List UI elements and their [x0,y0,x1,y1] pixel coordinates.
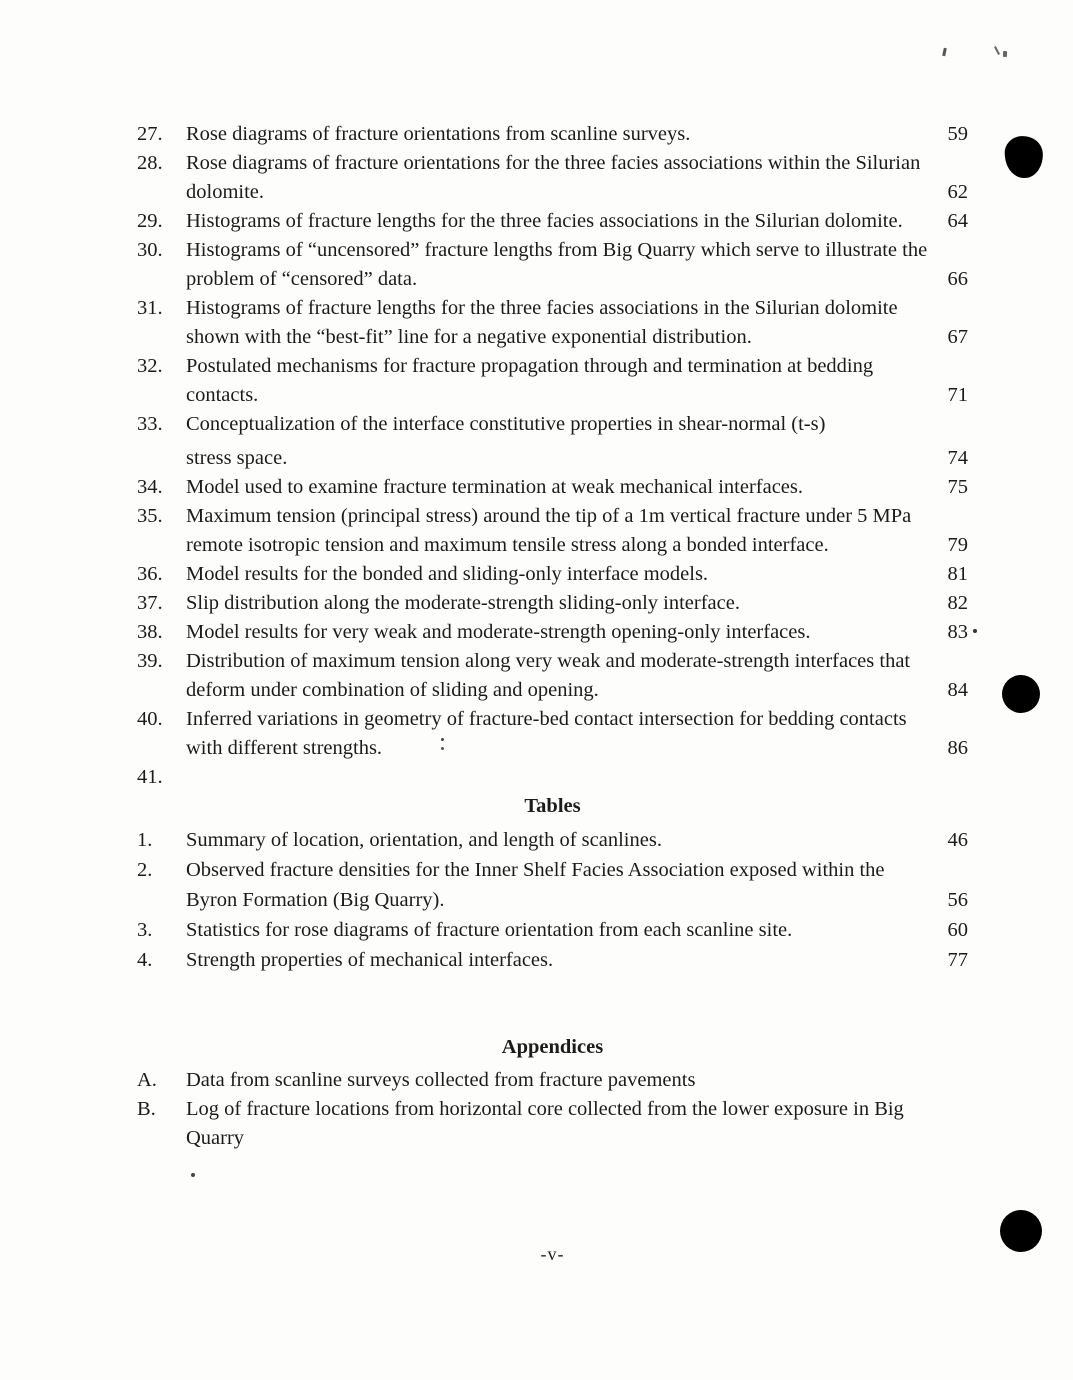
entry-number: 29. [137,210,163,232]
ink-dot-middle-right [1002,675,1040,713]
figures-list [137,120,968,792]
entry-number: 33. [137,413,163,435]
appendix-entry [137,1066,968,1095]
figure-entry [137,560,968,589]
figure-entry [137,120,968,149]
entry-line: shown with the “best-fit” line for a negative exponential distribution. [186,326,752,348]
entry-line: contacts. [186,384,259,406]
entry-line: Inferred variations in geometry of fracture-bed contact intersection for bedding contacts [186,708,907,730]
entry-text [186,589,932,618]
entry-number: 4. [137,949,153,971]
entry-text [186,352,932,410]
entry-text [186,473,932,502]
entry-number: 27. [137,123,163,145]
entry-number: 39. [137,650,163,672]
entry-page-number: 81 [947,563,968,585]
entry-page-number: 56 [947,889,968,911]
entry-text [186,560,932,589]
entry-page-number: 62 [947,181,968,203]
entry-line: deform under combination of sliding and opening. [186,679,599,701]
entry-line: remote isotropic tension and maximum tensile stress along a bonded interface. [186,534,829,556]
entry-page-number: 84 [947,679,968,701]
figure-entry [137,763,968,792]
entry-number: 3. [137,919,153,941]
entry-line: problem of “censored” data. [186,268,418,290]
entry-page-number: 59 [947,123,968,145]
scan-speck [191,1173,195,1177]
figure-entry [137,473,968,502]
entry-page-number: 67 [947,326,968,348]
entry-text [186,294,932,352]
entry-page-number: 74 [947,447,968,469]
table-entry [137,945,968,975]
entry-page-number: 75 [947,476,968,498]
figure-entry [137,149,968,207]
tables-heading: Tables [524,795,581,817]
entry-line: Quarry [186,1127,245,1149]
entry-number: 2. [137,859,153,881]
entry-number: 28. [137,152,163,174]
entry-text [186,410,932,473]
table-entry [137,915,968,945]
entry-page-number: 86 [947,737,968,759]
figure-entry [137,207,968,236]
entry-line: Statistics for rose diagrams of fracture orientation from each scanline site. [186,919,793,941]
table-entry [137,825,968,855]
entry-number: 36. [137,563,163,585]
entry-line: Model results for the bonded and sliding-only interface models. [186,563,709,585]
entry-number: 40. [137,708,163,730]
entry-text [186,915,932,945]
entry-page-number: 60 [947,919,968,941]
appendices-list [137,1066,968,1153]
entry-line: Histograms of “uncensored” fracture lengths from Big Quarry which serve to illustrate the [186,239,928,261]
scan-speck [441,747,444,750]
entry-line: Byron Formation (Big Quarry). [186,889,445,911]
entry-line: Rose diagrams of fracture orientations for the three facies associations within the Silurian [186,152,921,174]
entry-number: 31. [137,297,163,319]
entry-line: Histograms of fracture lengths for the three facies associations in the Silurian dolomite [186,297,898,319]
appendix-entry [137,1095,968,1153]
entry-line: Model used to examine fracture termination at weak mechanical interfaces. [186,476,804,498]
entry-number: 34. [137,476,163,498]
entry-line: with different strengths. [186,737,383,759]
entry-number: B. [137,1098,156,1120]
page-number-footer: -v- [540,1244,565,1264]
entry-line: Summary of location, orientation, and length of scanlines. [186,829,662,851]
entry-line: Histograms of fracture lengths for the three facies associations in the Silurian dolomite. [186,210,903,232]
entry-text [186,207,932,236]
entry-line: Conceptualization of the interface constitutive properties in shear-normal (t-s) [186,413,826,435]
entry-number: 30. [137,239,163,261]
entry-number: 32. [137,355,163,377]
entry-line: Rose diagrams of fracture orientations from scanline surveys. [186,123,691,145]
entry-page-number: 83 [947,621,968,643]
entry-number: A. [137,1069,157,1091]
entry-line: Postulated mechanisms for fracture propagation through and termination at bedding [186,355,874,377]
table-entry [137,855,968,915]
entry-text [186,945,932,975]
figure-entry [137,618,968,647]
entry-line: Distribution of maximum tension along very weak and moderate-strength interfaces that [186,650,911,672]
scan-speck [1003,51,1007,57]
entry-page-number: 82 [947,592,968,614]
entry-number: 35. [137,505,163,527]
ink-dot-bottom-right [1000,1210,1042,1252]
entry-line: stress space. [186,447,288,469]
entry-line: Data from scanline surveys collected from fracture pavements [186,1069,696,1091]
entry-number: 38. [137,621,163,643]
entry-text [186,705,932,763]
entry-text [186,618,932,647]
figure-entry [137,502,968,560]
entry-page-number: 77 [947,949,968,971]
entry-number: 41. [137,766,163,788]
entry-page-number: 46 [947,829,968,851]
scan-speck [973,629,977,633]
entry-page-number: 64 [947,210,968,232]
entry-number: 37. [137,592,163,614]
entry-line: dolomite. [186,181,265,203]
entry-text [186,502,932,560]
entry-line: Log of fracture locations from horizontal core collected from the lower exposure in Big [186,1098,904,1120]
entry-text [186,1095,932,1153]
tables-list [137,825,968,975]
figure-entry [137,589,968,618]
figure-entry [137,705,968,763]
scan-speck [441,738,444,741]
figure-entry [137,410,968,473]
entry-line: Strength properties of mechanical interfaces. [186,949,554,971]
entry-page-number: 66 [947,268,968,290]
entry-number: 1. [137,829,153,851]
appendices-heading: Appendices [501,1036,604,1058]
entry-line: Maximum tension (principal stress) around the tip of a 1m vertical fracture under 5 MPa [186,505,912,527]
entry-text [186,236,932,294]
entry-line: Observed fracture densities for the Inner Shelf Facies Association exposed within the [186,859,885,881]
figure-entry [137,294,968,352]
entry-text [186,1066,932,1095]
entry-text [186,120,932,149]
entry-text [186,825,932,855]
entry-text [186,855,932,915]
entry-text [186,149,932,207]
figure-entry [137,647,968,705]
figure-entry [137,236,968,294]
entry-line: Model results for very weak and moderate-strength opening-only interfaces. [186,621,811,643]
entry-page-number: 71 [947,384,968,406]
figure-entry [137,352,968,410]
entry-line: Slip distribution along the moderate-strength sliding-only interface. [186,592,740,614]
entry-page-number: 79 [947,534,968,556]
entry-text [186,647,932,705]
